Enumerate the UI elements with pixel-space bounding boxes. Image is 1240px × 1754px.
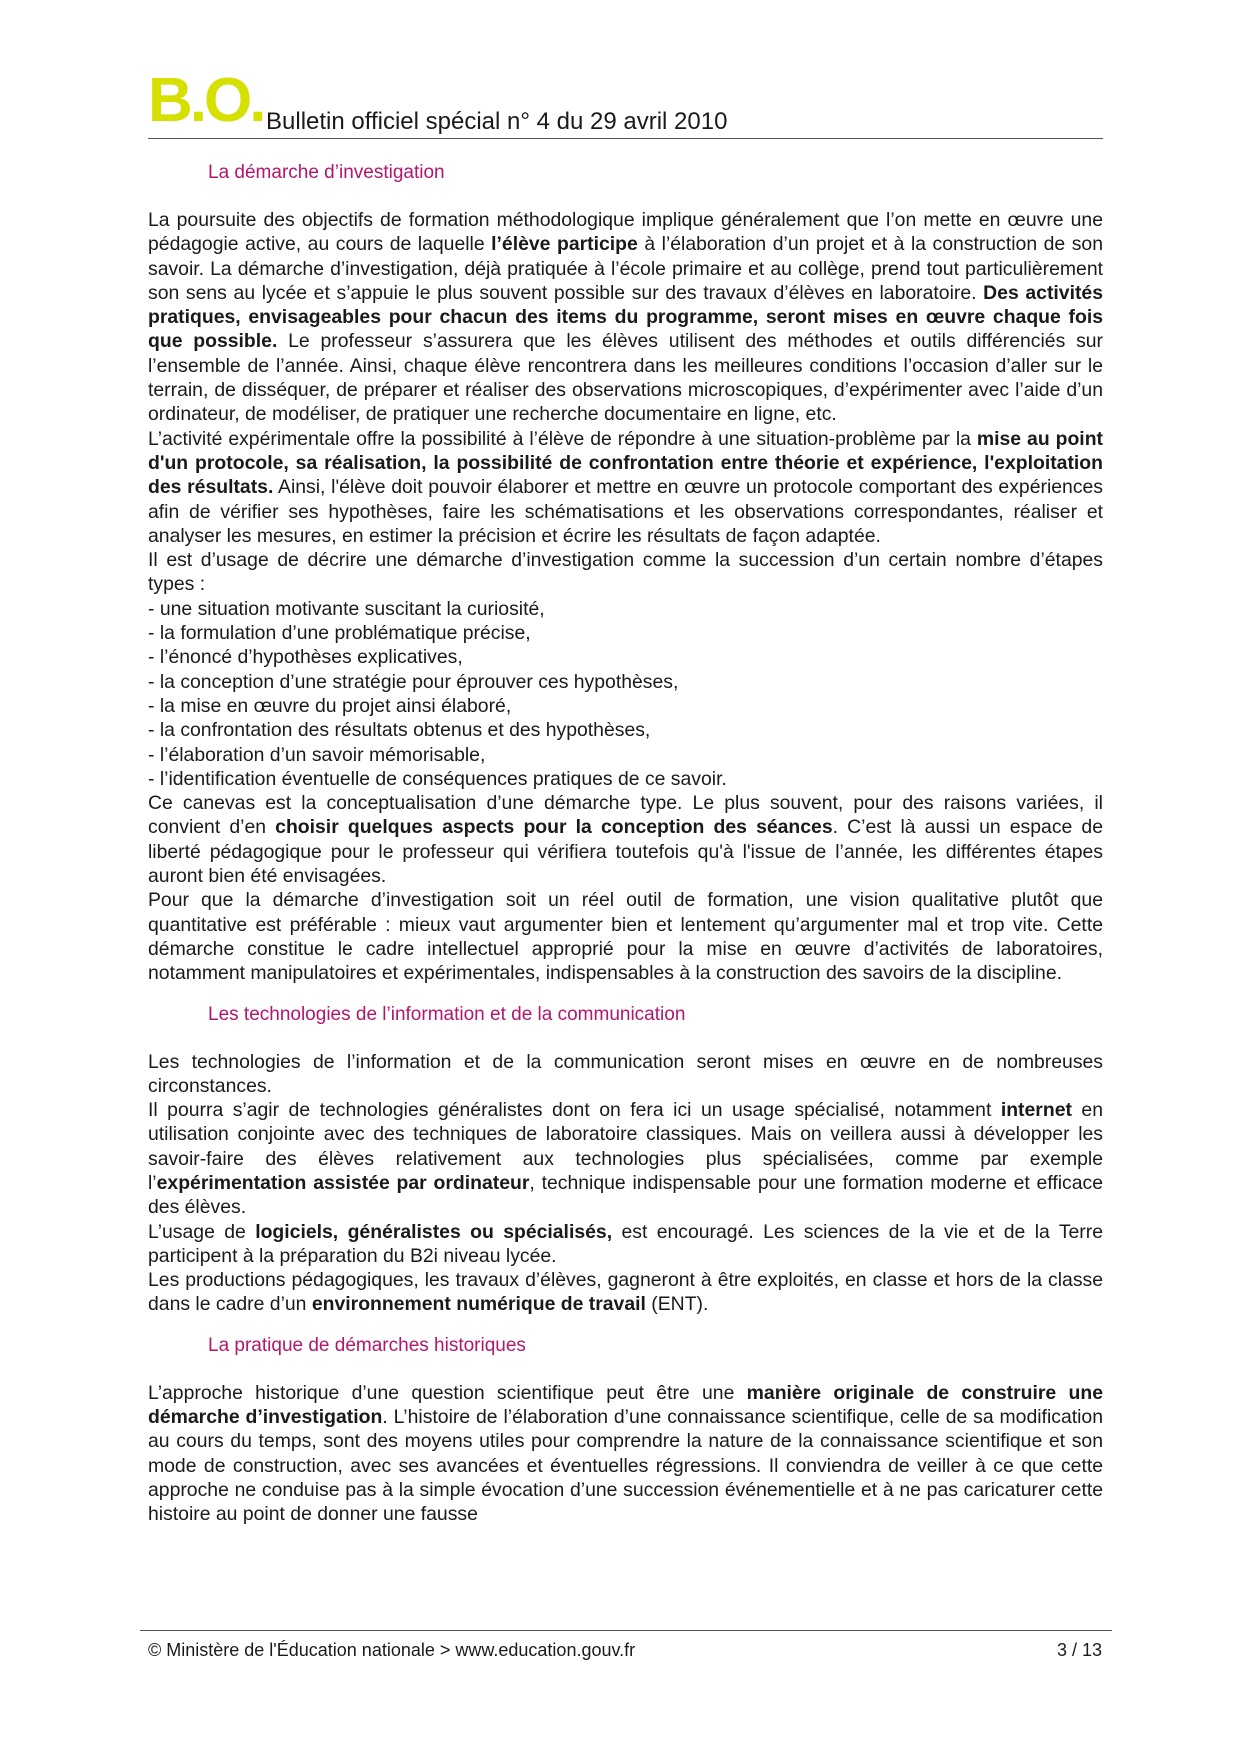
- text-run: - la formulation d’une problématique précise,: [148, 622, 531, 645]
- paragraph: [148, 743, 1103, 767]
- text-run: Pour que la démarche d’investigation soit un réel outil de formation, une vision qualitative plutôt que quantitative est préférable : mieux vaut argumenter bien et lentement qu’argumenter mal et trop vite. Cette démarche constitue le cadre intellectuel approprié pour la mise en œuvre d’activités de laboratoires, notamment manipulatoires et expérimentales, indispensables à la construction des savoirs de la discipline.: [148, 889, 1103, 985]
- text-run: La poursuite des objectifs de formation méthodologique implique généralement que l’on mette en œuvre une pédagogie active, au cours de laquelle: [148, 209, 1103, 256]
- paragraph: [148, 791, 1103, 888]
- document-body: [148, 160, 1103, 1527]
- text-run: - l’élaboration d’un savoir mémorisable,: [148, 743, 486, 766]
- bold-text: manière originale de construire une démarche d’investigation: [148, 1381, 1103, 1429]
- text-run: Le professeur s’assurera que les élèves utilisent des méthodes et outils différenciés sur l’ensemble de l’année. Ainsi, chaque élève rencontrera dans les meilleures conditions l’occasion d’aller sur le terrain, de disséquer, de préparer et réaliser des observations microscopiques, d’expérimenter avec l’aide d’un ordinateur, de modéliser, de pratiquer une recherche documentaire en ligne, etc.: [148, 330, 1104, 426]
- text-run: , technique indispensable pour une formation moderne et efficace des élèves.: [148, 1171, 1104, 1219]
- paragraph: [148, 597, 1103, 621]
- bold-text: environnement numérique de travail: [311, 1293, 646, 1316]
- footer-divider: [140, 1630, 1112, 1631]
- section-heading: La démarche d’investigation: [208, 162, 445, 183]
- paragraph: [148, 621, 1103, 645]
- section-heading: Les technologies de l’information et de la communication: [208, 1003, 686, 1025]
- paragraph: [148, 208, 1103, 427]
- text-run: L’usage de: [148, 1220, 256, 1243]
- text-run: (ENT).: [645, 1293, 709, 1316]
- paragraph: [148, 1050, 1103, 1099]
- text-run: Ainsi, l'élève doit pouvoir élaborer et mettre en œuvre un protocole comportant des expériences afin de vérifier ses hypothèses, faire les schématisations et les observations correspondantes, réaliser et analyser les mesures, en estimer la précision et écrire les résultats de façon adaptée.: [148, 476, 1103, 547]
- text-run: - l’identification éventuelle de conséquences pratiques de ce savoir.: [148, 767, 727, 790]
- bold-text: l’élève participe: [491, 233, 638, 256]
- text-run: L’approche historique d’une question scientifique peut être une: [148, 1381, 747, 1404]
- bold-text: Des activités pratiques, envisageables pour chacun des items du programme, seront mises en œuvre chaque fois que possible.: [148, 281, 1103, 353]
- text-run: . C’est là aussi un espace de liberté pédagogique pour le professeur qui vérifiera toutefois qu'à l'issue de l’année, les différentes étapes auront bien été envisagées.: [148, 816, 1103, 888]
- paragraph: [148, 670, 1103, 694]
- text-run: à l’élaboration d’un projet et à la construction de son savoir. La démarche d’investigation, déjà pratiquée à l’école primaire et au collège, prend tout particulièrement son sens au lycée et s’appuie le plus souvent possible sur des travaux d’élèves en laboratoire.: [148, 233, 1103, 304]
- paragraph: [148, 1268, 1103, 1317]
- text-run: - la conception d’une stratégie pour éprouver ces hypothèses,: [148, 670, 679, 693]
- section-heading: La pratique de démarches historiques: [208, 1334, 526, 1356]
- paragraph: [148, 548, 1103, 597]
- section-spacer: [148, 986, 1103, 1002]
- text-run: - une situation motivante suscitant la curiosité,: [148, 597, 545, 620]
- text-run: est encouragé. Les sciences de la vie et de la Terre participent à la préparation du B2i niveau lycée.: [148, 1220, 1104, 1267]
- text-run: . L’histoire de l’élaboration d’une connaissance scientifique, celle de sa modification au cours du temps, sont des moyens utiles pour comprendre la nature de la connaissance scientifique et son mode de construction, avec ses avancées et éventuelles régressions. Il conviendra de veiller à ce que cette approche ne conduise pas à la simple évocation d’une succession événementielle et à ne pas caricaturer cette histoire au point de donner une fausse: [148, 1406, 1103, 1526]
- footer-copyright: © Ministère de l'Éducation nationale > www.education.gouv.fr: [148, 1640, 636, 1660]
- paragraph: [148, 427, 1103, 548]
- bold-text: choisir quelques aspects pour la conception des séances: [275, 816, 833, 839]
- header-divider: [148, 138, 1103, 139]
- paragraph: [148, 1381, 1103, 1527]
- text-run: - la mise en œuvre du projet ainsi élaboré,: [148, 694, 512, 717]
- text-run: Les productions pédagogiques, les travaux d’élèves, gagneront à être exploités, en classe et hors de la classe dans le cadre d’un: [148, 1269, 1103, 1316]
- text-run: Il est d’usage de décrire une démarche d’investigation comme la succession d’un certain nombre d’étapes types :: [148, 549, 1103, 596]
- paragraph: [148, 888, 1103, 985]
- page-number: 3 / 13: [1056, 1640, 1102, 1660]
- bulletin-title: Bulletin officiel spécial n° 4 du 29 avril 2010: [266, 108, 728, 135]
- bo-logo: B.O.: [148, 66, 264, 135]
- text-run: en utilisation conjointe avec des techniques de laboratoire classiques. Mais on veillera aussi à développer les savoir-faire des élèves relativement aux technologies plus spécialisées, comme par exemple l’: [148, 1099, 1103, 1194]
- paragraph: [148, 694, 1103, 718]
- paragraph: [148, 645, 1103, 669]
- text-run: - l’énoncé d’hypothèses explicatives,: [148, 646, 463, 669]
- paragraph: [148, 1220, 1103, 1269]
- section-spacer: [148, 1317, 1103, 1333]
- bold-text: internet: [1000, 1099, 1072, 1122]
- text-run: L’activité expérimentale offre la possibilité à l’élève de répondre à une situation-problème par la: [148, 427, 977, 450]
- text-run: - la confrontation des résultats obtenus et des hypothèses,: [148, 719, 651, 742]
- paragraph: [148, 1098, 1103, 1219]
- page-header: [148, 66, 1103, 140]
- bold-text: expérimentation assistée par ordinateur: [156, 1171, 530, 1194]
- text-run: Il pourra s’agir de technologies généralistes dont on fera ici un usage spécialisé, notamment: [148, 1099, 1001, 1122]
- text-run: Ce canevas est la conceptualisation d’une démarche type. Le plus souvent, pour des raisons variées, il convient d’en: [148, 792, 1103, 839]
- paragraph: [148, 767, 1103, 791]
- paragraph: [148, 718, 1103, 742]
- text-run: Les technologies de l’information et de la communication seront mises en œuvre en de nombreuses circonstances.: [148, 1050, 1103, 1097]
- bold-text: logiciels, généralistes ou spécialisés,: [255, 1220, 613, 1243]
- bold-text: mise au point d'un protocole, sa réalisation, la possibilité de confrontation entre théorie et expérience, l'exploitation des résultats.: [148, 427, 1103, 499]
